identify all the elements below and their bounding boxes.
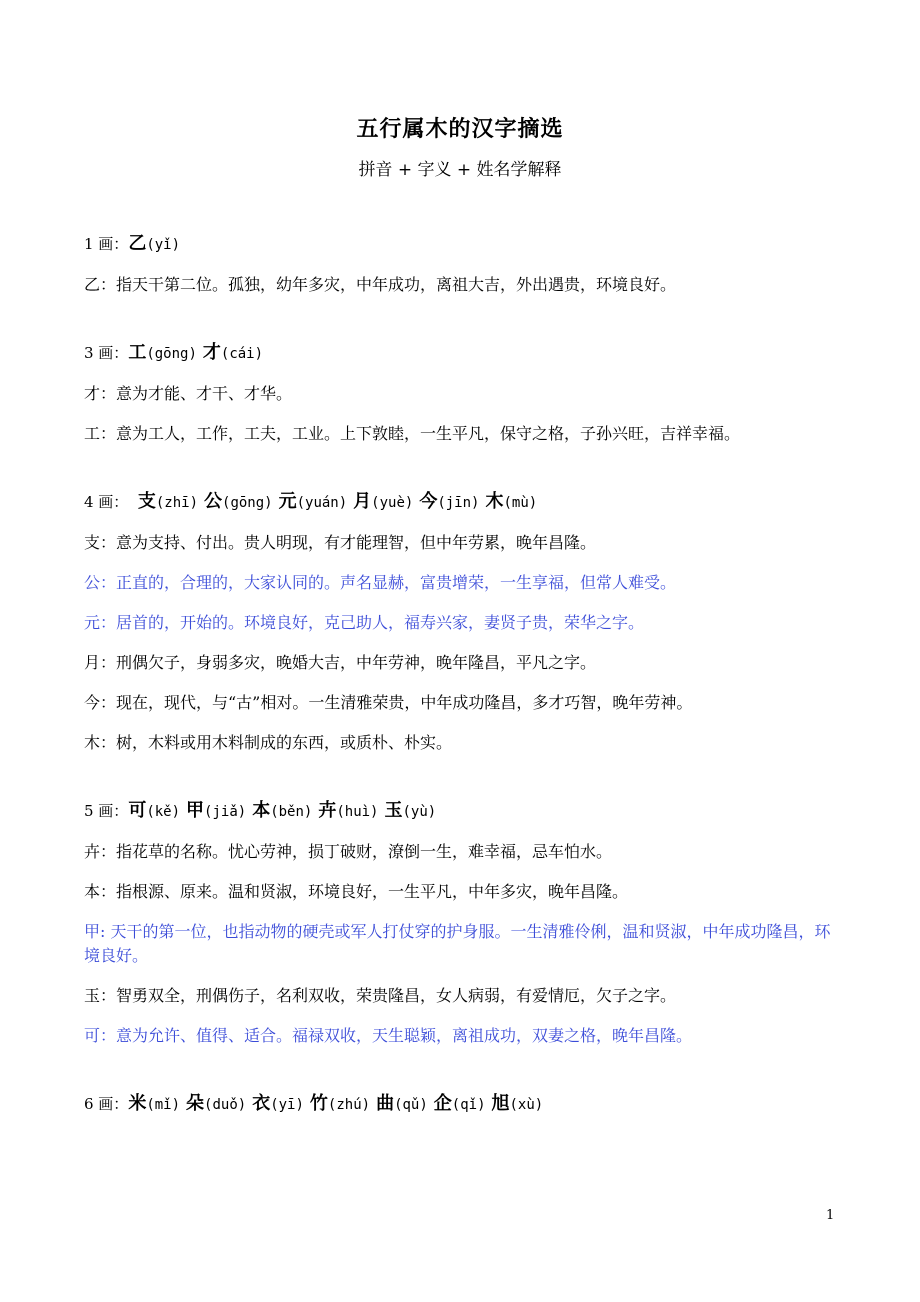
character-entry — [186, 1094, 246, 1113]
character: 才 — [202, 342, 221, 363]
character-entry — [279, 492, 348, 511]
character: 今 — [419, 491, 438, 512]
document-title: 五行属木的汉字摘选 — [356, 116, 564, 142]
character-entry — [485, 492, 537, 511]
character: 乙 — [128, 233, 147, 254]
character: 工 — [128, 342, 147, 363]
character: 竹 — [309, 1093, 328, 1114]
character-explanation: 月：刑偶欠子，身弱多灾，晚婚大吉，中年劳神，晚年隆昌，平凡之字。 — [84, 653, 597, 672]
pinyin: (qǔ) — [394, 1097, 428, 1113]
stroke-count-label: 1 画： — [84, 235, 129, 253]
character-explanation: 本：指根源、原来。温和贤淑，环境良好，一生平凡，中年多灾，晚年昌隆。 — [84, 882, 629, 901]
document-body — [84, 232, 844, 1161]
character-entry — [128, 343, 197, 362]
pinyin: (mǐ) — [146, 1097, 181, 1113]
character: 支 — [137, 491, 156, 512]
page-number: 1 — [826, 1208, 835, 1223]
character-explanation: 卉：指花草的名称。忧心劳神，损丁破财，潦倒一生，难幸福，忌车怕水。 — [84, 842, 613, 861]
character: 玉 — [384, 800, 403, 821]
pinyin: (xù) — [509, 1097, 544, 1113]
character-explanation: 乙：指天干第二位。孤独，幼年多灾，中年成功，离祖大吉，外出遇贵，环境良好。 — [84, 275, 677, 294]
character: 木 — [485, 491, 504, 512]
pinyin: (zhú) — [327, 1097, 371, 1113]
pinyin: (yǐ) — [146, 237, 181, 253]
character-entry — [376, 1094, 428, 1113]
character-entry — [353, 492, 413, 511]
pinyin: (mù) — [503, 495, 538, 511]
section-heading — [84, 799, 844, 824]
character-explanation: 才：意为才能、才干、才华。 — [84, 384, 293, 403]
pinyin: (yù) — [402, 804, 437, 820]
pinyin: (cái) — [220, 346, 264, 362]
stroke-count-label: 4 画： — [84, 493, 138, 511]
character-entry — [318, 801, 378, 820]
pinyin: (jīn) — [437, 495, 480, 511]
stroke-section — [84, 232, 844, 297]
character-entry — [492, 1094, 544, 1113]
character-entry — [203, 343, 263, 362]
section-heading — [84, 490, 844, 515]
character-entry — [252, 1094, 304, 1113]
character-entry — [204, 492, 273, 511]
character-entry — [434, 1094, 486, 1113]
character: 卉 — [318, 800, 337, 821]
pinyin: (gōng) — [146, 346, 197, 362]
character-explanation: 玉：智勇双全，刑偶伤子，名利双收，荣贵隆昌，女人病弱，有爱情厄，欠子之字。 — [84, 986, 677, 1005]
section-heading — [84, 232, 844, 257]
pinyin: (yuè) — [371, 495, 414, 511]
pinyin: (yī) — [270, 1097, 304, 1113]
character-explanation: 工：意为工人，工作，工夫，工业。上下敦睦，一生平凡，保守之格，子孙兴旺，吉祥幸福。 — [84, 424, 741, 443]
character-entry — [128, 801, 180, 820]
character: 本 — [252, 800, 271, 821]
stroke-count-label: 3 画： — [84, 344, 129, 362]
section-heading — [84, 341, 844, 366]
character-explanation: 木：树，木料或用木料制成的东西，或质朴、朴实。 — [84, 733, 453, 752]
character: 曲 — [376, 1093, 395, 1114]
pinyin: (duǒ) — [204, 1097, 247, 1113]
character: 衣 — [252, 1093, 271, 1114]
character-explanation: 元：居首的，开始的。环境良好，克己助人，福寿兴家，妻贤子贵，荣华之字。 — [84, 613, 645, 632]
character: 企 — [433, 1093, 452, 1114]
stroke-count-label: 6 画： — [84, 1095, 129, 1113]
character: 公 — [204, 491, 223, 512]
character-explanation: 甲: 天干的第一位，也指动物的硬壳或军人打仗穿的护身服。一生清雅伶俐，温和贤淑，中年成功隆昌，环境良好。 — [84, 922, 831, 965]
character-entry — [419, 492, 479, 511]
pinyin: (yuán) — [296, 495, 348, 511]
character-entry — [128, 1094, 180, 1113]
character-entry — [186, 801, 246, 820]
character-entry — [385, 801, 437, 820]
character-entry — [252, 801, 312, 820]
pinyin: (jiǎ) — [204, 804, 247, 820]
stroke-section — [84, 1092, 844, 1117]
character-explanation: 公：正直的，合理的，大家认同的。声名显赫，富贵增荣，一生享福，但常人难受。 — [84, 573, 677, 592]
section-heading — [84, 1092, 844, 1117]
character: 甲 — [186, 800, 205, 821]
character-entry — [138, 492, 198, 511]
stroke-section — [84, 799, 844, 1048]
character-entry — [128, 234, 180, 253]
stroke-section — [84, 490, 844, 755]
character: 米 — [128, 1093, 147, 1114]
pinyin: (huì) — [336, 804, 379, 820]
character: 月 — [353, 491, 372, 512]
pinyin: (běn) — [270, 804, 313, 820]
character: 元 — [278, 491, 297, 512]
pinyin: (gōng) — [222, 495, 273, 511]
character-explanation: 支：意为支持、付出。贵人明现，有才能理智，但中年劳累，晚年昌隆。 — [84, 533, 597, 552]
character-explanation: 今：现在，现代，与“古”相对。一生清雅荣贵，中年成功隆昌，多才巧智，晚年劳神。 — [84, 693, 693, 712]
character-entry — [310, 1094, 370, 1113]
character: 朵 — [186, 1093, 205, 1114]
character: 旭 — [491, 1093, 510, 1114]
character: 可 — [128, 800, 147, 821]
stroke-count-label: 5 画： — [84, 802, 129, 820]
pinyin: (zhī) — [155, 495, 199, 511]
document-subtitle: 拼音 + 字义 + 姓名学解释 — [358, 160, 562, 180]
pinyin: (qǐ) — [451, 1097, 486, 1113]
pinyin: (kě) — [146, 804, 181, 820]
stroke-section — [84, 341, 844, 446]
character-explanation: 可：意为允许、值得、适合。福禄双收，天生聪颖，离祖成功，双妻之格，晚年昌隆。 — [84, 1026, 693, 1045]
